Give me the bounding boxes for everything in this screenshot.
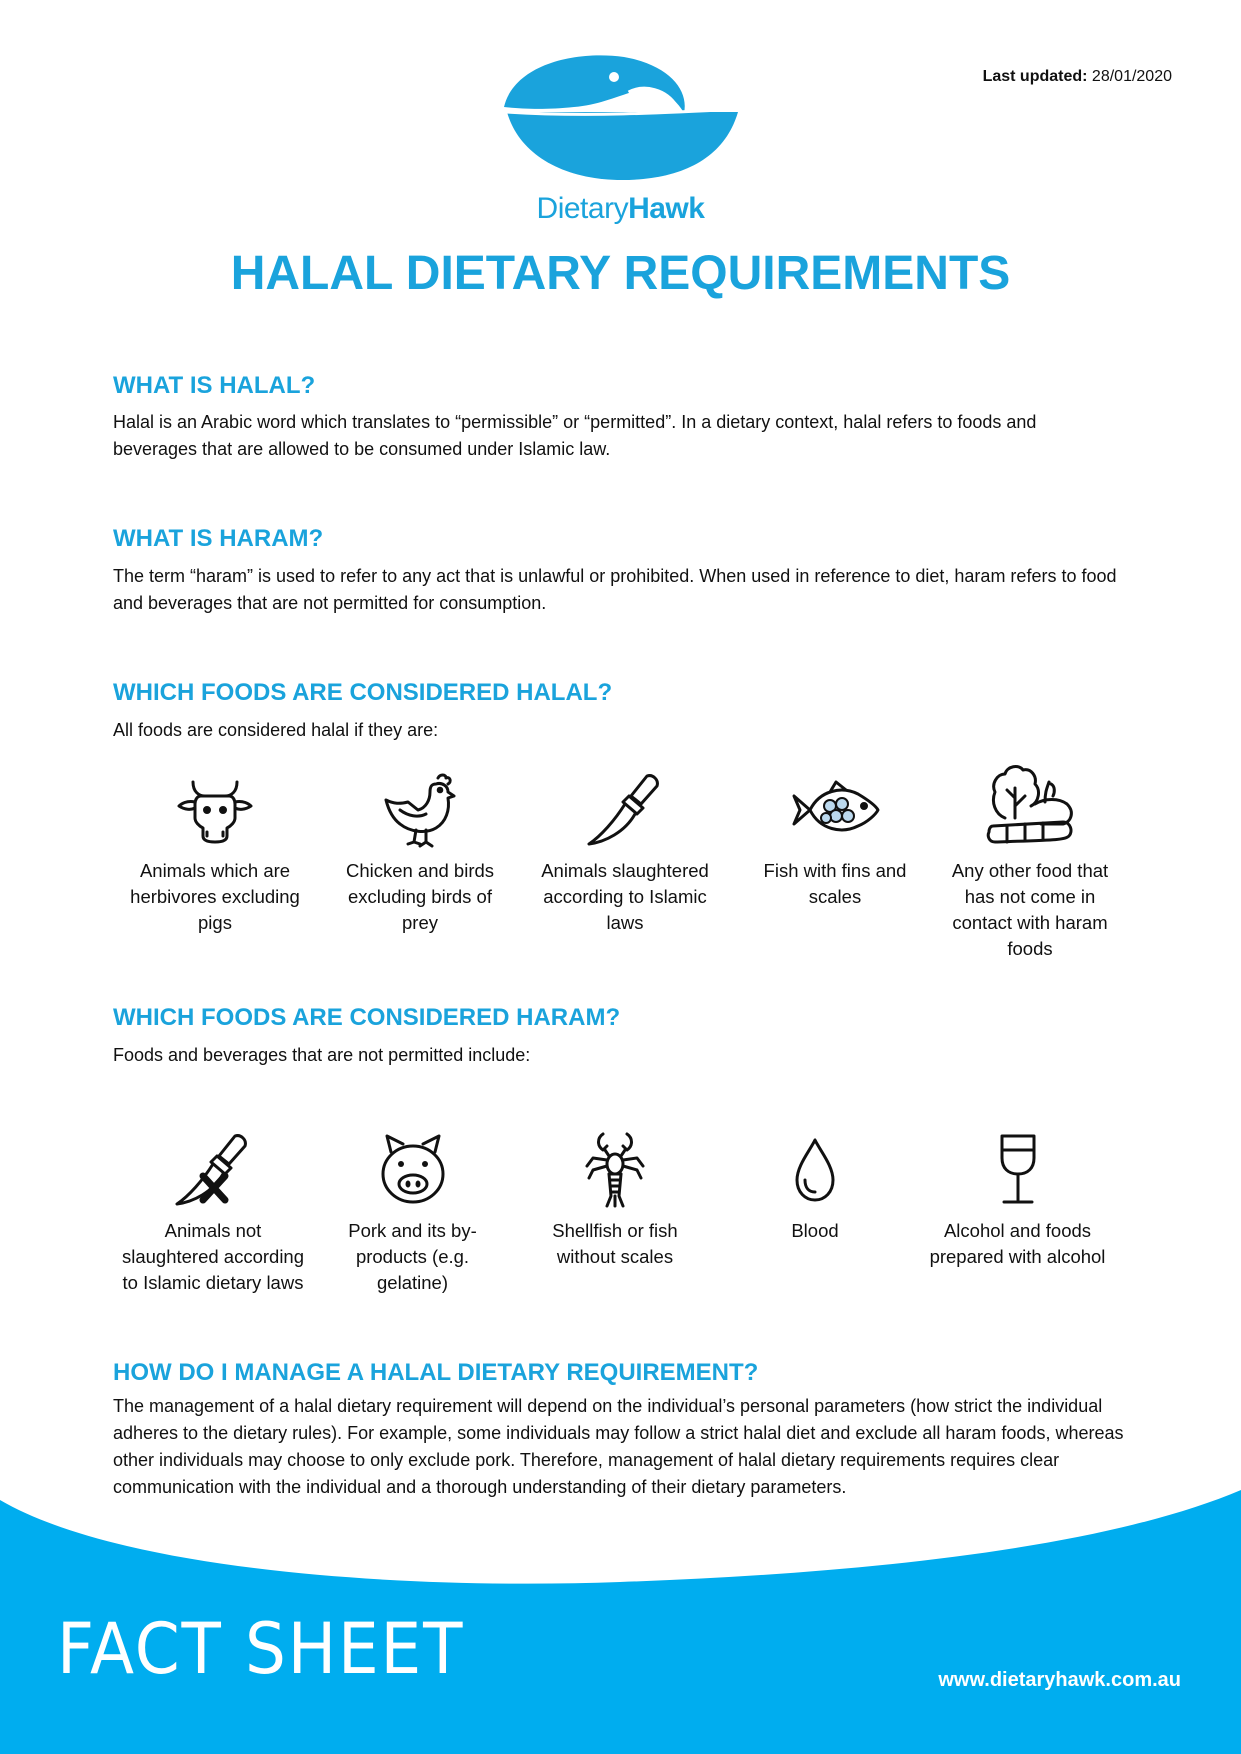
haram-item-caption: Pork and its by-products (e.g. gelatine) [348,1220,477,1293]
haram-foods-heading: WHICH FOODS ARE CONSIDERED HARAM? [113,1004,621,1031]
fact-sheet-label: FACT SHEET [57,1608,465,1690]
what-is-halal-heading: WHAT IS HALAL? [113,372,316,399]
brand-name-part2: Hawk [628,192,705,225]
haram-item-shellfish [530,1130,700,1270]
halal-item-caption: Any other food that has not come in contact with haram foods [951,860,1109,959]
knife-icon [585,770,665,850]
halal-item-caption: Fish with fins and scales [763,860,907,907]
brand-name-part1: Dietary [536,192,629,225]
halal-item-slaughtered [530,770,720,936]
website-link[interactable]: www.dietaryhawk.com.au [938,1669,1181,1691]
last-updated [983,68,1172,86]
haram-item-pork [325,1130,500,1296]
haram-item-alcohol [925,1130,1110,1270]
halal-item-fish [745,770,925,910]
blood-drop-icon [775,1130,855,1210]
what-is-halal-text: Halal is an Arabic word which translates to “permissible” or “permitted”. In a dietary context, halal refers to foods and beverages that are allowed to be consumed under Islamic law. [113,412,1037,459]
manage-heading: HOW DO I MANAGE A HALAL DIETARY REQUIREMENT? [113,1359,759,1386]
haram-item-caption: Shellfish or fish without scales [552,1220,678,1267]
haram-item-not-slaughtered [118,1130,308,1296]
fish-icon [790,770,880,850]
halal-foods-heading: WHICH FOODS ARE CONSIDERED HALAL? [113,679,613,706]
brand-name [0,192,1241,226]
knife-cross-icon [173,1130,253,1210]
what-is-haram-text: The term “haram” is used to refer to any act that is unlawful or prohibited. When used in reference to diet, haram refers to food and beverages that are not permitted for consumption. [113,566,1117,613]
halal-item-caption: Animals slaughtered according to Islamic laws [541,860,709,933]
last-updated-label: Last updated: [982,68,1088,85]
page-title: HALAL DIETARY REQUIREMENTS [230,247,1011,300]
halal-item-chicken [330,770,510,936]
cow-icon [175,770,255,850]
pig-icon [373,1130,453,1210]
last-updated-date: 28/01/2020 [1091,68,1172,85]
halal-foods-intro: All foods are considered halal if they are: [113,720,439,740]
chicken-icon [380,770,460,850]
vegetables-icon [985,762,1075,850]
what-is-haram-heading: WHAT IS HARAM? [113,525,324,552]
wine-glass-icon [978,1130,1058,1210]
halal-item-other [935,762,1125,962]
haram-item-caption: Animals not slaughtered according to Islamic dietary laws [121,1220,305,1293]
haram-item-blood [735,1130,895,1244]
halal-item-herbivores [120,770,310,936]
lobster-icon [575,1130,655,1210]
haram-item-caption: Alcohol and foods prepared with alcohol [929,1220,1106,1267]
haram-foods-intro: Foods and beverages that are not permitted include: [113,1045,531,1065]
halal-item-caption: Chicken and birds excluding birds of prey [345,860,495,933]
manage-text: The management of a halal dietary requirement will depend on the individual’s personal parameters (how strict the individual adheres to the dietary rules). For example, some individuals may follow a strict halal diet and exclude all haram foods, whereas other individuals may choose to only exclude pork. Therefore, management of halal dietary requirements requires clear communication with the individual and a thorough understanding of their dietary parameters. [113,1396,1124,1497]
dietary-hawk-logo-icon [504,55,738,185]
halal-item-caption: Animals which are herbivores excluding pigs [130,860,300,933]
haram-item-caption: Blood [791,1220,839,1241]
